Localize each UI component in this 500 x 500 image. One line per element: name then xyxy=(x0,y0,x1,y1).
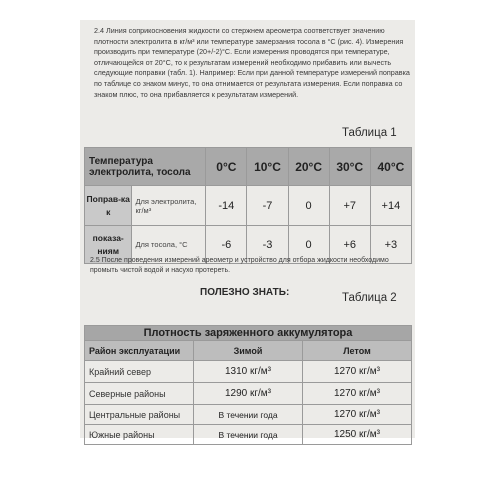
correction-label-bottom: показа-ниям xyxy=(85,226,132,264)
summer-density: 1270 кг/м³ xyxy=(303,361,412,383)
summer-density: 1270 кг/м³ xyxy=(303,383,412,405)
battery-density-table xyxy=(84,325,412,445)
winter-density: 1310 кг/м³ xyxy=(194,361,303,383)
document-page xyxy=(80,20,415,438)
winter-density: 1290 кг/м³ xyxy=(194,383,303,405)
col-winter: Зимой xyxy=(194,341,303,361)
col-summer: Летом xyxy=(303,341,412,361)
electrolyte-value: +7 xyxy=(329,186,370,226)
col-region: Район эксплуатации xyxy=(85,341,194,361)
electrolyte-value: -14 xyxy=(206,186,247,226)
table2-caption: Таблица 2 xyxy=(342,292,397,304)
region-name: Южные районы xyxy=(85,425,194,445)
useful-to-know-heading: ПОЛЕЗНО ЗНАТЬ: xyxy=(200,287,290,298)
tosol-row-label: Для тосола, °С xyxy=(132,226,206,264)
winter-density: В течении года xyxy=(194,405,303,425)
tosol-value: 0 xyxy=(288,226,329,264)
correction-label-top: Поправ-ка к xyxy=(85,186,132,226)
region-name: Северные районы xyxy=(85,383,194,405)
temp-col-10: 10°C xyxy=(247,148,288,186)
temp-col-30: 30°C xyxy=(329,148,370,186)
paragraph-2-5: 2.5 После проведения измерений ареометр и устройство для отбора жидкости необходимо промыть чистой водой и насухо протереть. xyxy=(90,257,389,274)
winter-density: В течении года xyxy=(194,425,303,445)
region-name: Центральные районы xyxy=(85,405,194,425)
tosol-value: +6 xyxy=(329,226,370,264)
summer-density: 1270 кг/м³ xyxy=(303,405,412,425)
electrolyte-value: +14 xyxy=(370,186,411,226)
temp-col-0: 0°C xyxy=(206,148,247,186)
tosol-value: -3 xyxy=(247,226,288,264)
table1-header-label: Температура электролита, тосола xyxy=(85,148,206,186)
tosol-value: +3 xyxy=(370,226,411,264)
electrolyte-value: 0 xyxy=(288,186,329,226)
summer-density: 1250 кг/м³ xyxy=(303,425,412,445)
tosol-value: -6 xyxy=(206,226,247,264)
electrolyte-value: -7 xyxy=(247,186,288,226)
table1-caption: Таблица 1 xyxy=(342,127,397,139)
paragraph-2-4: 2.4 Линия соприкосновения жидкости со стержнем ареометра соответствует значению плотности электролита в кг/м³ или температуре замерзания тосола в °С (рис. 4). Измерения производить при температуре (20+/-2)°С. Если измерения проводятся при температуре, отличающейся от 20°С, то к результатам измерений необходимо прибавить или вычесть следующие поправки (табл. 1). Например: Если при данной температуре измерений поправка по таблице со знаком минус, то она отнимается от результата измерения. Если поправка со знаком плюс, то она прибавляется к результатам измерений. xyxy=(94,26,410,99)
region-name: Крайний север xyxy=(85,361,194,383)
electrolyte-row-label: Для электролита, кг/м³ xyxy=(132,186,206,226)
temperature-correction-table xyxy=(84,147,412,264)
table2-title: Плотность заряженного аккумулятора xyxy=(85,326,412,341)
temp-col-40: 40°C xyxy=(370,148,411,186)
temp-col-20: 20°C xyxy=(288,148,329,186)
